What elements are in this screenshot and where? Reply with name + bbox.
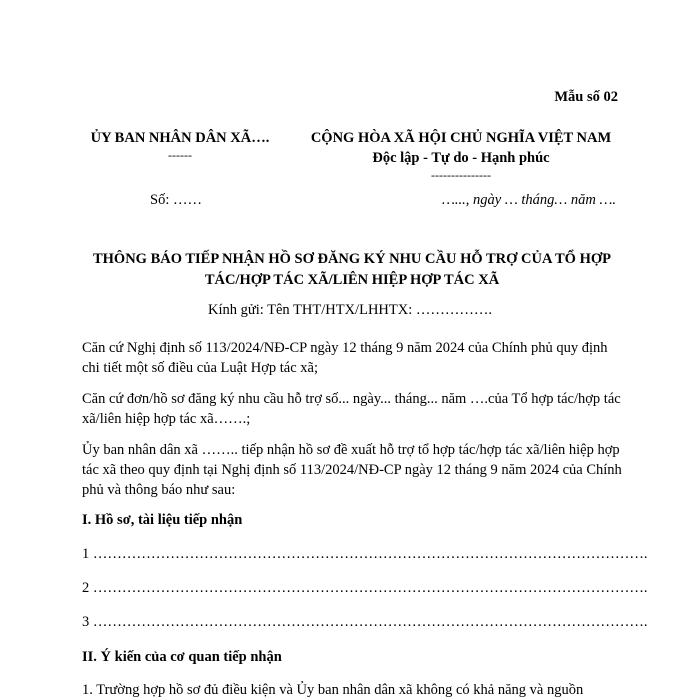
section-1-heading: I. Hồ sơ, tài liệu tiếp nhận: [82, 512, 243, 528]
document-title: THÔNG BÁO TIẾP NHẬN HỒ SƠ ĐĂNG KÝ NHU CẦU HỖ TRỢ CỦA TỔ HỢP TÁC/HỢP TÁC XÃ/LIÊN HIỆP HỢP TÁC XÃ: [92, 251, 612, 288]
notice-paragraph: Ủy ban nhân dân xã …….. tiếp nhận hồ sơ đề xuất hỗ trợ tổ hợp tác/hợp tác xã/liên hiệp hợp tác xã theo quy định tại Nghị định số 113/2024/NĐ-CP ngày 12 tháng 9 năm 2024 của Chính phủ và thông báo như sau:: [82, 442, 622, 498]
addressee: Kính gửi: Tên THT/HTX/LHHTX: …………….: [207, 302, 492, 318]
legal-basis-paragraph: Căn cứ Nghị định số 113/2024/NĐ-CP ngày 12 tháng 9 năm 2024 của Chính phủ quy định chi tiết một số điều của Luật Hợp tác xã;: [82, 340, 608, 376]
list-item: 2 …………………………………………………………………………………………………….: [82, 580, 648, 596]
application-paragraph: Căn cứ đơn/hồ sơ đăng ký nhu cầu hỗ trợ số... ngày... tháng... năm ….của Tổ hợp tác/hợp tác xã/liên hiệp hợp tác xã…….;: [82, 391, 621, 427]
place-date: …..., ngày … tháng… năm ….: [441, 192, 616, 208]
national-motto: Độc lập - Tự do - Hạnh phúc: [372, 150, 550, 166]
list-item: 1 …………………………………………………………………………………………………….: [82, 546, 648, 562]
authority-rule: ------: [168, 148, 192, 162]
section-2-heading: II. Ý kiến của cơ quan tiếp nhận: [82, 649, 282, 665]
motto-rule: ---------------: [431, 168, 491, 182]
country-name: CỘNG HÒA XÃ HỘI CHỦ NGHĨA VIỆT NAM: [310, 130, 612, 146]
section-2-item-1: 1. Trường hợp hồ sơ đủ điều kiện và Ủy ban nhân dân xã không có khả năng và nguồn: [82, 682, 584, 698]
document-number: Số: ……: [150, 192, 202, 208]
issuing-authority: ỦY BAN NHÂN DÂN XÃ….: [90, 130, 270, 146]
list-item: 3 …………………………………………………………………………………………………….: [82, 614, 648, 630]
form-number: Mẫu số 02: [554, 89, 618, 105]
